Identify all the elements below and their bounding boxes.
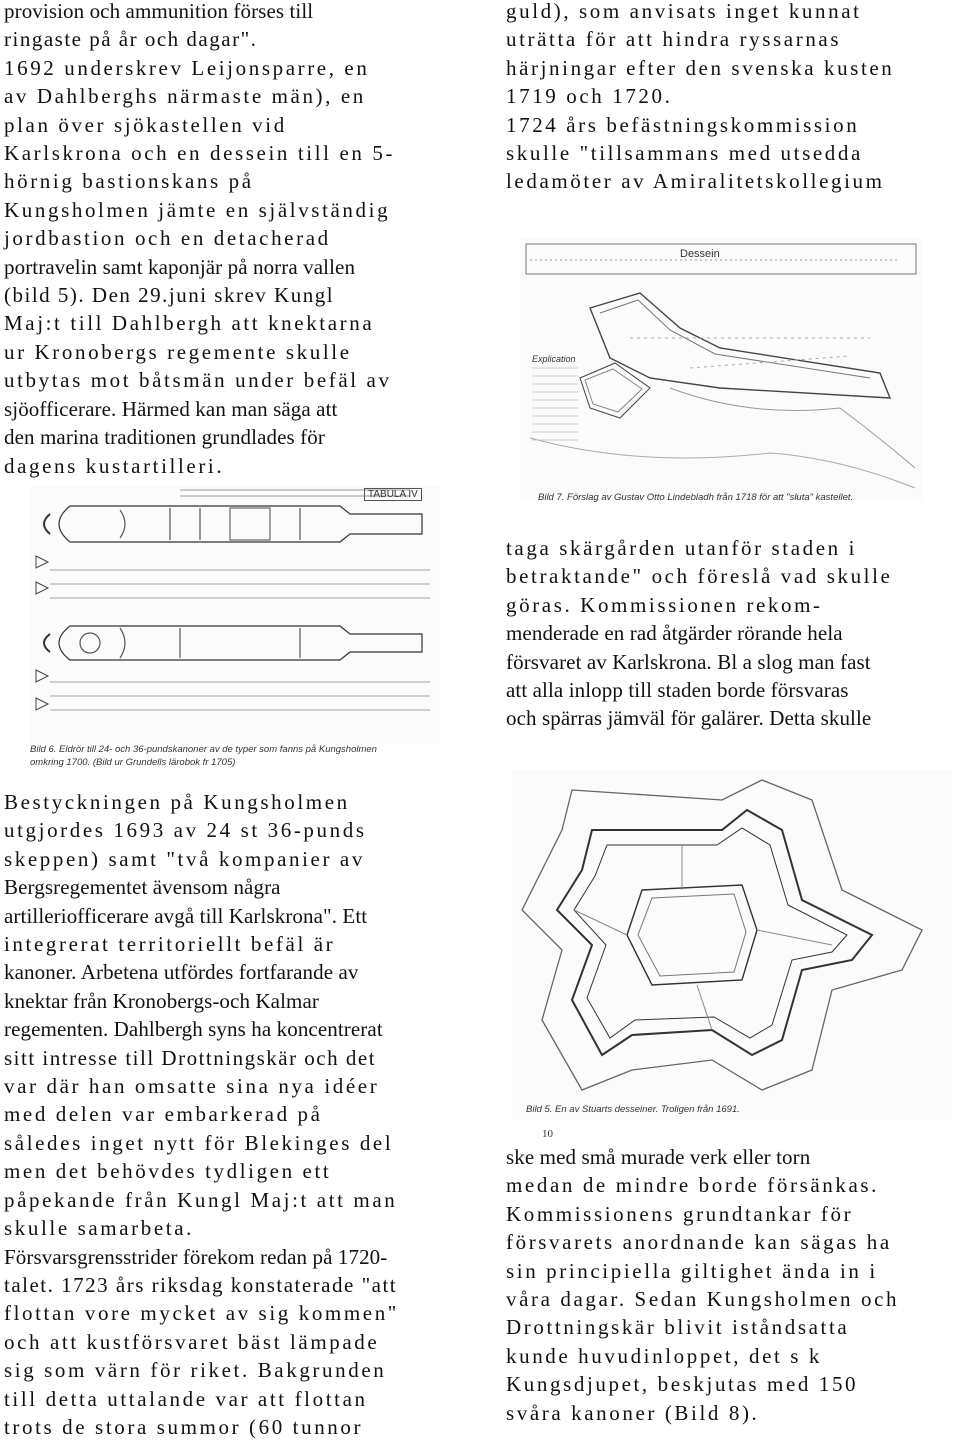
text-line: kunde huvudinloppet, det s k xyxy=(506,1343,823,1368)
figure-side-text: Explication xyxy=(532,354,576,364)
text-line: av Dahlberghs närmaste män), en xyxy=(4,84,366,109)
text-line: försvarets anordnande kan sägas ha xyxy=(506,1230,892,1255)
text-line: ledamöter av Amiralitetskollegium xyxy=(506,169,885,194)
text-line: taga skärgården utanför staden i xyxy=(506,536,858,560)
text-line: sin principiella giltighet ända in i xyxy=(506,1258,878,1283)
figure-caption-bild-7: Bild 7. Förslag av Gustav Otto Lindebladh från 1718 för att "sluta" kastellet. xyxy=(538,492,854,503)
text-line: provision och ammunition förses till xyxy=(4,0,314,23)
text-line: Bergsregementet ävensom några xyxy=(4,875,281,900)
figure-bild-7 xyxy=(520,238,922,500)
text-line: utgjordes 1693 av 24 st 36-punds xyxy=(4,818,367,843)
text-line: 1724 års befästningskommission xyxy=(506,112,860,137)
bastion-fort-plan-drawing xyxy=(512,770,952,1120)
text-line: trots de stora summor (60 tunnor xyxy=(4,1414,364,1439)
text-line: betraktande" och föreslå vad skulle xyxy=(506,564,893,589)
text-line: således inget nytt för Blekinges del xyxy=(4,1130,394,1155)
text-line: göras. Kommissionen rekom- xyxy=(506,592,823,617)
text-line: och att kustförsvaret bäst lämpade xyxy=(4,1329,380,1354)
text-line: med delen var embarkerad på xyxy=(4,1102,323,1127)
text-column-right-bottom xyxy=(506,1143,956,1427)
text-line: ske med små murade verk eller torn xyxy=(506,1145,811,1169)
text-line: Kungsholmen jämte en självständig xyxy=(4,197,391,222)
text-line: Kungsdjupet, beskjutas med 150 xyxy=(506,1372,859,1397)
text-line: Karlskrona och en dessein till en 5- xyxy=(4,141,396,166)
text-line: Maj:t till Dahlbergh att knektarna xyxy=(4,311,375,336)
text-line: Drottningskär blivit iståndsatta xyxy=(506,1315,850,1340)
plate-label: TABULA IV xyxy=(364,488,422,501)
text-line: Kommissionens grundtankar för xyxy=(506,1201,854,1226)
text-column-left-bottom xyxy=(4,788,474,1441)
text-line: och spärras jämväl för galärer. Detta skulle xyxy=(506,706,872,731)
text-line: Försvarsgrensstrider förekom redan på 1720- xyxy=(4,1244,388,1269)
figure-title-text: Dessein xyxy=(680,248,720,260)
text-line: Bestyckningen på Kungsholmen xyxy=(4,790,350,814)
figure-bild-5 xyxy=(512,770,952,1120)
text-line: våra dagar. Sedan Kungsholmen och xyxy=(506,1287,900,1312)
text-line: skeppen) samt "två kompanier av xyxy=(4,846,365,871)
text-column-right-middle xyxy=(506,534,956,733)
text-line: sig som värn för riket. Bakgrunden xyxy=(4,1358,387,1383)
text-line: skulle samarbeta. xyxy=(4,1216,194,1241)
text-line: hörnig bastionskans på xyxy=(4,169,254,194)
text-line: härjningar efter den svenska kusten xyxy=(506,55,895,80)
text-line: men det behövdes tydligen ett xyxy=(4,1159,332,1184)
text-line: påpekande från Kungl Maj:t att man xyxy=(4,1187,398,1212)
figure-caption-bild-6-line2: omkring 1700. (Bild ur Grundells lärobok fr 1705) xyxy=(30,757,236,768)
text-line: skulle "tillsammans med utsedda xyxy=(506,141,863,166)
text-line: svåra kanoner (Bild 8). xyxy=(506,1400,760,1425)
text-line: sjöofficerare. Härmed kan man säga att xyxy=(4,396,338,421)
text-line: menderade en rad åtgärder rörande hela xyxy=(506,621,843,646)
cannon-barrels-drawing xyxy=(30,486,440,744)
text-line: den marina traditionen grundlades för xyxy=(4,425,325,450)
page-number: 10 xyxy=(542,1128,553,1140)
figure-caption-bild-5: Bild 5. En av Stuarts desseiner. Troligen från 1691. xyxy=(526,1104,740,1115)
figure-bild-6 xyxy=(30,486,440,744)
fortification-plan-drawing xyxy=(520,238,922,500)
text-line: uträtta för att hindra ryssarnas xyxy=(506,27,842,52)
text-line: 1719 och 1720. xyxy=(506,84,673,109)
text-column-left-top xyxy=(4,0,474,480)
text-line: att alla inlopp till staden borde försvaras xyxy=(506,678,849,703)
text-line: (bild 5). Den 29.juni skrev Kungl xyxy=(4,283,335,308)
text-line: dagens kustartilleri. xyxy=(4,453,225,478)
text-line: var där han omsatte sina nya idéer xyxy=(4,1074,380,1099)
text-line: sitt intresse till Drottningskär och det xyxy=(4,1045,377,1070)
text-column-right-top xyxy=(506,0,956,196)
text-line: kanoner. Arbetena utfördes fortfarande av xyxy=(4,960,359,985)
text-line: ringaste på år och dagar". xyxy=(4,27,258,52)
text-line: guld), som anvisats inget kunnat xyxy=(506,0,862,23)
text-line: knektar från Kronobergs-och Kalmar xyxy=(4,988,319,1013)
text-line: 1692 underskrev Leijonsparre, en xyxy=(4,55,370,80)
text-line: till detta uttalande var att flottan xyxy=(4,1386,368,1411)
text-line: medan de mindre borde försänkas. xyxy=(506,1173,880,1198)
text-line: integrerat territoriellt befäl är xyxy=(4,932,336,957)
text-line: regementen. Dahlbergh syns ha koncentrerat xyxy=(4,1017,383,1042)
text-line: utbytas mot båtsmän under befäl av xyxy=(4,368,392,393)
text-line: ur Kronobergs regemente skulle xyxy=(4,339,352,364)
figure-caption-bild-6-line1: Bild 6. Eldrör till 24- och 36-pundskanoner av de typer som fanns på Kungsholmen xyxy=(30,744,377,755)
text-line: talet. 1723 års riksdag konstaterade "att xyxy=(4,1272,398,1297)
text-line: plan över sjökastellen vid xyxy=(4,112,287,137)
text-line: jordbastion och en detacherad xyxy=(4,226,331,251)
text-line: portravelin samt kaponjär på norra vallen xyxy=(4,254,356,279)
text-line: flottan vore mycket av sig kommen" xyxy=(4,1301,399,1326)
text-line: försvaret av Karlskrona. Bl a slog man fast xyxy=(506,649,871,674)
text-line: artilleriofficerare avgå till Karlskrona". Ett xyxy=(4,903,368,928)
